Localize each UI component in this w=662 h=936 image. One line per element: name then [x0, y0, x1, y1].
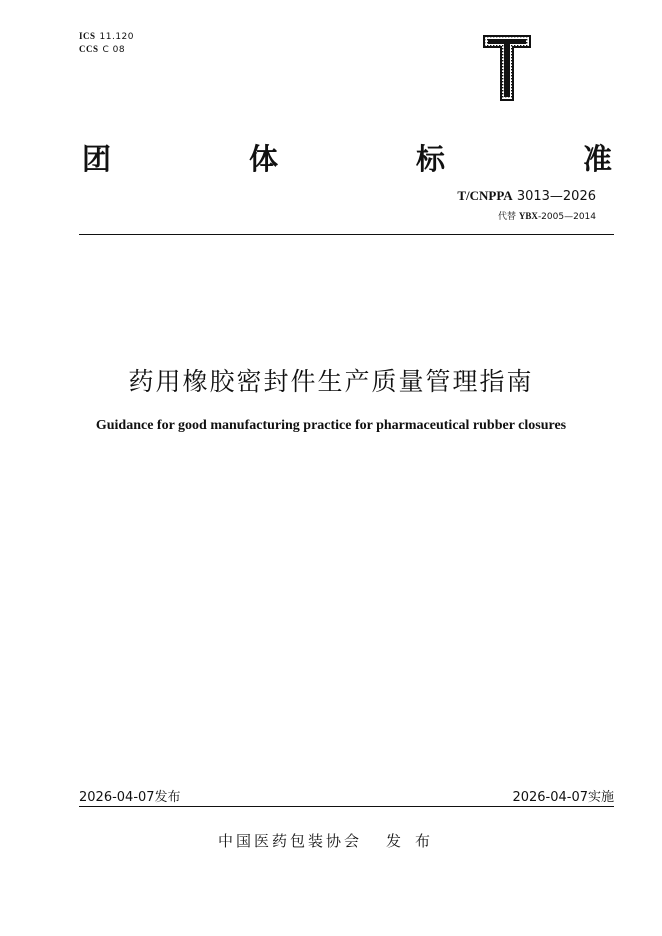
ccs-label: CCS: [79, 44, 99, 54]
standard-number: [457, 188, 596, 204]
publisher: [0, 830, 662, 851]
standard-number-prefix: T/CNPPA: [457, 188, 513, 203]
publisher-action: 发布: [386, 832, 445, 850]
replace-code-rest: -2005—2014: [537, 212, 596, 222]
issue-date: 2026-04-07发布: [79, 790, 181, 805]
ics-label: ICS: [79, 31, 96, 41]
std-type-char: 体: [248, 142, 278, 176]
header-divider: [79, 234, 614, 235]
replace-prefix: 代替: [498, 212, 517, 222]
replace-code-bold: YBX: [518, 211, 538, 221]
ics-code: [79, 30, 134, 43]
standard-type-heading: [82, 137, 612, 178]
title-chinese: 药用橡胶密封件生产质量管理指南: [128, 367, 534, 396]
standard-number-code: 3013—2026: [516, 189, 596, 204]
classification-codes: [79, 30, 134, 56]
std-type-char: 准: [582, 142, 612, 176]
t-letter-icon: [481, 33, 533, 103]
ics-value: 11.120: [99, 32, 135, 42]
ccs-value: C 08: [102, 45, 126, 55]
footer-divider: [79, 806, 614, 807]
ccs-code: [79, 43, 134, 56]
implementation-date: 2026-04-07实施: [512, 790, 614, 805]
replaces-standard: [498, 209, 596, 222]
std-type-char: 标: [415, 142, 445, 176]
publisher-name: 中国医药包装协会: [217, 832, 362, 850]
title-english: Guidance for good manufacturing practice for pharmaceutical rubber closures: [95, 418, 567, 433]
std-type-char: 团: [82, 142, 112, 176]
